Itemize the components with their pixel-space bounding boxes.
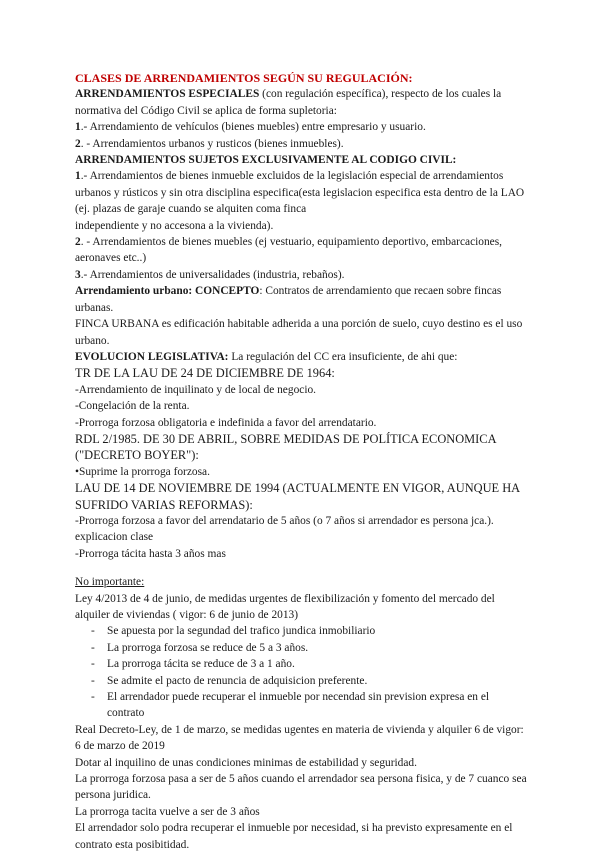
sujetos-item-3 — [75, 267, 527, 283]
list-item: - Se admite el pacto de renuncia de adquisicion preferente. — [91, 673, 527, 689]
no-importante-heading: No importante: — [75, 576, 145, 589]
rdl2019-line: La prorroga forzosa pasa a ser de 5 años cuando el arrendador sea persona fisica, y de 7 cuanco sea persona juridica. — [75, 773, 527, 802]
evolucion-text: La regulación del CC era insuficiente, de ahi que: — [228, 350, 458, 363]
rdl1985-item: •Suprime la prorroga forzosa. — [75, 465, 210, 478]
sujetos-item-1 — [75, 168, 527, 217]
item-text: . - Arrendamientos de bienes muebles (ej vestuario, equipamiento deportivo, embarcaciones, aeronaves etc..) — [75, 236, 503, 265]
item-text: .- Arrendamiento de vehículos (bienes muebles) entre empresario y usuario. — [80, 121, 426, 134]
section-spacer — [75, 562, 527, 574]
evolucion-paragraph — [75, 349, 527, 365]
especiales-heading: ARRENDAMIENTOS ESPECIALES — [75, 88, 260, 101]
ley2013-paragraph: Ley 4/2013 de 4 de junio, de medidas urgentes de flexibilización y fomento del mercado del alquiler de viviendas ( vigor: 6 de junio de 2013) — [75, 592, 495, 621]
especiales-item-2 — [75, 136, 527, 152]
ley2013-list — [75, 623, 527, 721]
rdl2019-line: La prorroga tacita vuelve a ser de 3 años — [75, 805, 260, 818]
item-number: 1 — [75, 121, 81, 134]
item-text: .- Arrendamientos de universalidades (industria, rebaños). — [80, 268, 345, 281]
especiales-item-1 — [75, 119, 527, 135]
urbano-paragraph — [75, 283, 527, 316]
item-number: 1 — [75, 170, 81, 183]
lau1994-item: -Prorroga forzosa a favor del arrendatario de 5 años (o 7 años si arrendador es persona jca.). — [75, 514, 494, 527]
sujetos-item-1-continuation — [75, 218, 527, 234]
rdl2019-line: Dotar al inquilino de unas condiciones minimas de estabilidad y seguridad. — [75, 756, 417, 769]
lau1964-item: -Congelación de la renta. — [75, 400, 190, 413]
rdl1985-heading: RDL 2/1985. DE 30 DE ABRIL, SOBRE MEDIDAS DE POLÍTICA ECONOMICA ("DECRETO BOYER"): — [75, 431, 496, 463]
document-title: CLASES DE ARRENDAMIENTOS SEGÚN SU REGULACIÓN: — [75, 71, 413, 85]
list-item: - La prorroga tácita se reduce de 3 a 1 año. — [91, 656, 527, 672]
urbano-text: : Contratos de arrendamiento que recaen sobre fincas urbanas. — [75, 285, 502, 314]
list-item: - El arrendador puede recuperar el inmueble por necendad sin prevision expresa en el contrato — [91, 689, 527, 722]
lau1994-heading: LAU DE 14 DE NOVIEMBRE DE 1994 (ACTUALMENTE EN VIGOR, AUNQUE HA SUFRIDO VARIAS REFORMAS): — [75, 481, 520, 512]
lau1964-item: -Arrendamiento de inquilinato y de local de negocio. — [75, 383, 317, 396]
item-text: . - Arrendamientos urbanos y rusticos (bienes inmuebles). — [80, 137, 344, 150]
document-page — [75, 70, 527, 853]
urbano-heading: Arrendamiento urbano: CONCEPTO — [75, 285, 260, 298]
lau1964-item: -Prorroga forzosa obligatoria e indefinida a favor del arrendatario. — [75, 416, 377, 429]
item-number: 2 — [75, 137, 81, 150]
sujetos-heading: ARRENDAMIENTOS SUJETOS EXCLUSIVAMENTE AL CODIGO CIVIL: — [75, 154, 457, 167]
item-number: 2 — [75, 236, 81, 249]
finca-paragraph: FINCA URBANA es edificación habitable adherida a una porción de suelo, cuyo destino es el uso urbano. — [75, 318, 523, 347]
especiales-paragraph — [75, 86, 527, 119]
rdl2019-paragraph: Real Decreto-Ley, de 1 de marzo, se medidas ugentes en materia de vivienda y alquiler 6 de vigor: 6 de marzo de 2019 — [75, 723, 524, 753]
lau1994-item: -Prorroga tácita hasta 3 años mas — [75, 547, 226, 560]
lau1964-heading: TR DE LA LAU DE 24 DE DICIEMBRE DE 1964: — [75, 366, 335, 381]
item-text: independiente y no accesona a la vivienda). — [75, 219, 274, 232]
evolucion-heading: EVOLUCION LEGISLATIVA: — [75, 350, 229, 363]
rdl2019-line: El arrendador solo podra recuperar el inmueble por necesidad, si ha previsto expresamente en el contrato esta posibitidad. — [75, 822, 513, 851]
especiales-text: (con regulación específica), respecto de los cuales la normativa del Código Civil se aplica de forma supletoria: — [75, 88, 502, 117]
sujetos-item-2 — [75, 234, 527, 267]
item-number: 3 — [75, 268, 81, 281]
lau1994-item: explicacion clase — [75, 531, 154, 544]
list-item: - La prorroga forzosa se reduce de 5 a 3 años. — [91, 640, 527, 656]
item-text: .- Arrendamientos de bienes inmueble excluidos de la legislación especial de arrendamientos urbanos y rústicos y sin otra disciplina especifica(esta legislacion especifica esta dentro de la LAO (ej. plazas de garaje cuando se alquiten coma finca — [75, 170, 525, 216]
list-item: - Se apuesta por la segundad del trafico jundica inmobiliario — [91, 623, 527, 639]
